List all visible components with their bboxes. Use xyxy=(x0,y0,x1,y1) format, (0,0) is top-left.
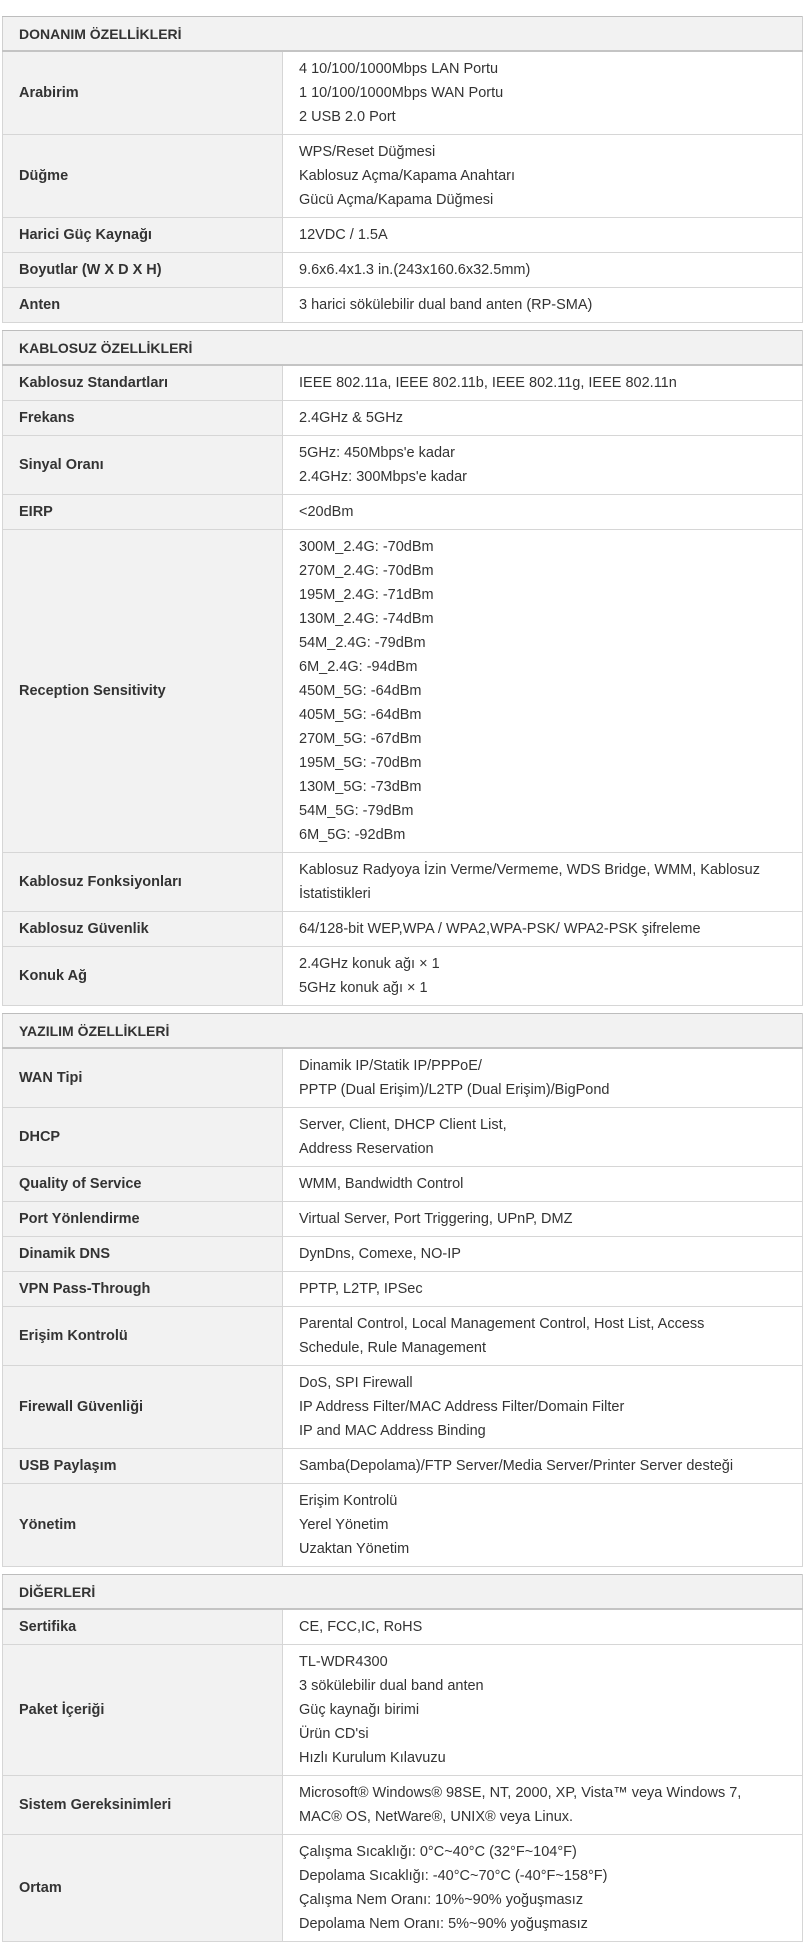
spec-value-line: Server, Client, DHCP Client List, xyxy=(299,1117,507,1133)
spec-value-line: 9.6x6.4x1.3 in.(243x160.6x32.5mm) xyxy=(299,262,531,278)
spec-value xyxy=(283,1307,803,1366)
spec-value-line: 405M_5G: -64dBm xyxy=(299,707,422,723)
spec-value-line: 4 10/100/1000Mbps LAN Portu xyxy=(299,61,499,77)
spec-label: Düğme xyxy=(3,135,283,218)
table-row xyxy=(3,1484,803,1567)
section-heading: DONANIM ÖZELLİKLERİ xyxy=(3,17,803,52)
spec-value xyxy=(283,51,803,135)
spec-label: EIRP xyxy=(3,495,283,530)
spec-value-line: Çalışma Nem Oranı: 10%~90% yoğuşmasız xyxy=(299,1892,584,1908)
spec-value xyxy=(283,495,803,530)
spec-value-line: WPS/Reset Düğmesi xyxy=(299,144,436,160)
spec-value-line: TL-WDR4300 xyxy=(299,1654,388,1670)
spec-value-line: Erişim Kontrolü xyxy=(299,1493,398,1509)
spec-value-line: Yerel Yönetim xyxy=(299,1517,389,1533)
table-row xyxy=(3,495,803,530)
spec-value-line: WMM, Bandwidth Control xyxy=(299,1176,464,1192)
table-row xyxy=(3,530,803,853)
spec-section-donanim-ozellikleri xyxy=(2,16,803,323)
spec-value-line: 2.4GHz: 300Mbps'e kadar xyxy=(299,469,467,485)
spec-value-line: <20dBm xyxy=(299,504,354,520)
spec-label: Erişim Kontrolü xyxy=(3,1307,283,1366)
spec-value-line: 6M_2.4G: -94dBm xyxy=(299,659,418,675)
spec-value-line: Depolama Nem Oranı: 5%~90% yoğuşmasız xyxy=(299,1916,588,1932)
spec-value xyxy=(283,1835,803,1942)
table-row xyxy=(3,1307,803,1366)
spec-value-line: 54M_5G: -79dBm xyxy=(299,803,414,819)
table-row xyxy=(3,912,803,947)
spec-label: VPN Pass-Through xyxy=(3,1272,283,1307)
spec-value-line: 54M_2.4G: -79dBm xyxy=(299,635,426,651)
table-row xyxy=(3,1366,803,1449)
spec-value-line: Dinamik IP/Statik IP/PPPoE/ xyxy=(299,1058,482,1074)
spec-value-line: Hızlı Kurulum Kılavuzu xyxy=(299,1750,446,1766)
spec-value xyxy=(283,253,803,288)
spec-value xyxy=(283,365,803,401)
spec-value-line: Samba(Depolama)/FTP Server/Media Server/Printer Server desteği xyxy=(299,1458,734,1474)
spec-value xyxy=(283,1272,803,1307)
spec-label: Yönetim xyxy=(3,1484,283,1567)
spec-label: Harici Güç Kaynağı xyxy=(3,218,283,253)
spec-label: Firewall Güvenliği xyxy=(3,1366,283,1449)
spec-value-line: Güç kaynağı birimi xyxy=(299,1702,420,1718)
spec-value-line: 2.4GHz konuk ağı × 1 xyxy=(299,956,440,972)
spec-value-line: 270M_2.4G: -70dBm xyxy=(299,563,434,579)
spec-value xyxy=(283,853,803,912)
table-row xyxy=(3,1202,803,1237)
spec-label: Quality of Service xyxy=(3,1167,283,1202)
table-row xyxy=(3,947,803,1006)
spec-label: WAN Tipi xyxy=(3,1048,283,1108)
spec-value xyxy=(283,288,803,323)
spec-value-line: Address Reservation xyxy=(299,1141,434,1157)
spec-value-line: IP and MAC Address Binding xyxy=(299,1423,486,1439)
spec-value-line: 3 harici sökülebilir dual band anten (RP-SMA) xyxy=(299,297,593,313)
spec-value-line: Gücü Açma/Kapama Düğmesi xyxy=(299,192,494,208)
spec-value-line: 130M_2.4G: -74dBm xyxy=(299,611,434,627)
table-row xyxy=(3,51,803,135)
table-row xyxy=(3,1048,803,1108)
table-row xyxy=(3,1108,803,1167)
spec-value-line: 6M_5G: -92dBm xyxy=(299,827,406,843)
spec-value xyxy=(283,1167,803,1202)
spec-value-line: 2 USB 2.0 Port xyxy=(299,109,396,125)
spec-value-line: Microsoft® Windows® 98SE, NT, 2000, XP, Vista™ veya Windows 7, xyxy=(299,1785,742,1801)
spec-value xyxy=(283,1776,803,1835)
spec-value xyxy=(283,436,803,495)
spec-label: Frekans xyxy=(3,401,283,436)
spec-value-line: IP Address Filter/MAC Address Filter/Domain Filter xyxy=(299,1399,625,1415)
spec-value-line: Uzaktan Yönetim xyxy=(299,1541,410,1557)
spec-value xyxy=(283,1609,803,1645)
spec-value-line: MAC® OS, NetWare®, UNIX® veya Linux. xyxy=(299,1809,574,1825)
spec-section-yazilim-ozellikleri xyxy=(2,1013,803,1567)
spec-label: Kablosuz Fonksiyonları xyxy=(3,853,283,912)
table-row xyxy=(3,853,803,912)
spec-value-line: Kablosuz Açma/Kapama Anahtarı xyxy=(299,168,516,184)
spec-value xyxy=(283,135,803,218)
spec-label: Sertifika xyxy=(3,1609,283,1645)
spec-label: Sistem Gereksinimleri xyxy=(3,1776,283,1835)
spec-value xyxy=(283,1108,803,1167)
spec-section-kablosuz-ozellikleri xyxy=(2,330,803,1006)
spec-value-line: 12VDC / 1.5A xyxy=(299,227,388,243)
spec-value xyxy=(283,1366,803,1449)
spec-value-line: 270M_5G: -67dBm xyxy=(299,731,422,747)
spec-value xyxy=(283,1449,803,1484)
spec-value xyxy=(283,530,803,853)
table-row xyxy=(3,1645,803,1776)
spec-value-line: 3 sökülebilir dual band anten xyxy=(299,1678,484,1694)
table-row xyxy=(3,218,803,253)
spec-label: DHCP xyxy=(3,1108,283,1167)
spec-value-line: 130M_5G: -73dBm xyxy=(299,779,422,795)
spec-value xyxy=(283,1484,803,1567)
section-heading: KABLOSUZ ÖZELLİKLERİ xyxy=(3,331,803,366)
spec-value-line: Depolama Sıcaklığı: -40°C~70°C (-40°F~158°F) xyxy=(299,1868,608,1884)
spec-value-line: Çalışma Sıcaklığı: 0°C~40°C (32°F~104°F) xyxy=(299,1844,577,1860)
spec-label: USB Paylaşım xyxy=(3,1449,283,1484)
table-row xyxy=(3,288,803,323)
section-heading: YAZILIM ÖZELLİKLERİ xyxy=(3,1014,803,1049)
spec-value xyxy=(283,218,803,253)
spec-value-line: Schedule, Rule Management xyxy=(299,1340,487,1356)
spec-value-line: 64/128-bit WEP,WPA / WPA2,WPA-PSK/ WPA2-PSK şifreleme xyxy=(299,921,701,937)
table-row xyxy=(3,253,803,288)
table-row xyxy=(3,1449,803,1484)
table-row xyxy=(3,135,803,218)
spec-value-line: 5GHz konuk ağı × 1 xyxy=(299,980,428,996)
spec-label: Reception Sensitivity xyxy=(3,530,283,853)
spec-value-line: 195M_2.4G: -71dBm xyxy=(299,587,434,603)
spec-label: Boyutlar (W X D X H) xyxy=(3,253,283,288)
spec-label: Dinamik DNS xyxy=(3,1237,283,1272)
spec-label: Konuk Ağ xyxy=(3,947,283,1006)
spec-value-line: Ürün CD'si xyxy=(299,1726,369,1742)
spec-value xyxy=(283,1202,803,1237)
table-row xyxy=(3,1272,803,1307)
spec-section-digerleri xyxy=(2,1574,803,1942)
section-heading: DİĞERLERİ xyxy=(3,1575,803,1610)
spec-value-line: Virtual Server, Port Triggering, UPnP, DMZ xyxy=(299,1211,573,1227)
spec-value-line: PPTP (Dual Erişim)/L2TP (Dual Erişim)/BigPond xyxy=(299,1082,610,1098)
spec-value-line: Parental Control, Local Management Control, Host List, Access xyxy=(299,1316,705,1332)
spec-label: Kablosuz Güvenlik xyxy=(3,912,283,947)
table-row xyxy=(3,1835,803,1942)
spec-value-line: İstatistikleri xyxy=(299,886,371,902)
spec-value xyxy=(283,1237,803,1272)
spec-value-line: CE, FCC,IC, RoHS xyxy=(299,1619,423,1635)
spec-value-line: DoS, SPI Firewall xyxy=(299,1375,413,1391)
spec-label: Ortam xyxy=(3,1835,283,1942)
spec-label: Anten xyxy=(3,288,283,323)
spec-label: Sinyal Oranı xyxy=(3,436,283,495)
table-row xyxy=(3,1776,803,1835)
table-row xyxy=(3,1237,803,1272)
spec-label: Port Yönlendirme xyxy=(3,1202,283,1237)
spec-label: Arabirim xyxy=(3,51,283,135)
spec-label: Kablosuz Standartları xyxy=(3,365,283,401)
spec-value-line: DynDns, Comexe, NO-IP xyxy=(299,1246,461,1262)
spec-value-line: Kablosuz Radyoya İzin Verme/Vermeme, WDS Bridge, WMM, Kablosuz xyxy=(299,862,760,878)
spec-value xyxy=(283,912,803,947)
spec-value-line: IEEE 802.11a, IEEE 802.11b, IEEE 802.11g, IEEE 802.11n xyxy=(299,375,677,391)
table-row xyxy=(3,401,803,436)
table-row xyxy=(3,365,803,401)
spec-value-line: 1 10/100/1000Mbps WAN Portu xyxy=(299,85,504,101)
spec-value-line: PPTP, L2TP, IPSec xyxy=(299,1281,423,1297)
spec-value-line: 5GHz: 450Mbps'e kadar xyxy=(299,445,455,461)
spec-value xyxy=(283,947,803,1006)
spec-value-line: 450M_5G: -64dBm xyxy=(299,683,422,699)
spec-value-line: 300M_2.4G: -70dBm xyxy=(299,539,434,555)
spec-value xyxy=(283,1645,803,1776)
spec-label: Paket İçeriği xyxy=(3,1645,283,1776)
table-row xyxy=(3,1167,803,1202)
spec-value-line: 2.4GHz & 5GHz xyxy=(299,410,403,426)
spec-value-line: 195M_5G: -70dBm xyxy=(299,755,422,771)
spec-value xyxy=(283,401,803,436)
spec-value xyxy=(283,1048,803,1108)
table-row xyxy=(3,436,803,495)
table-row xyxy=(3,1609,803,1645)
